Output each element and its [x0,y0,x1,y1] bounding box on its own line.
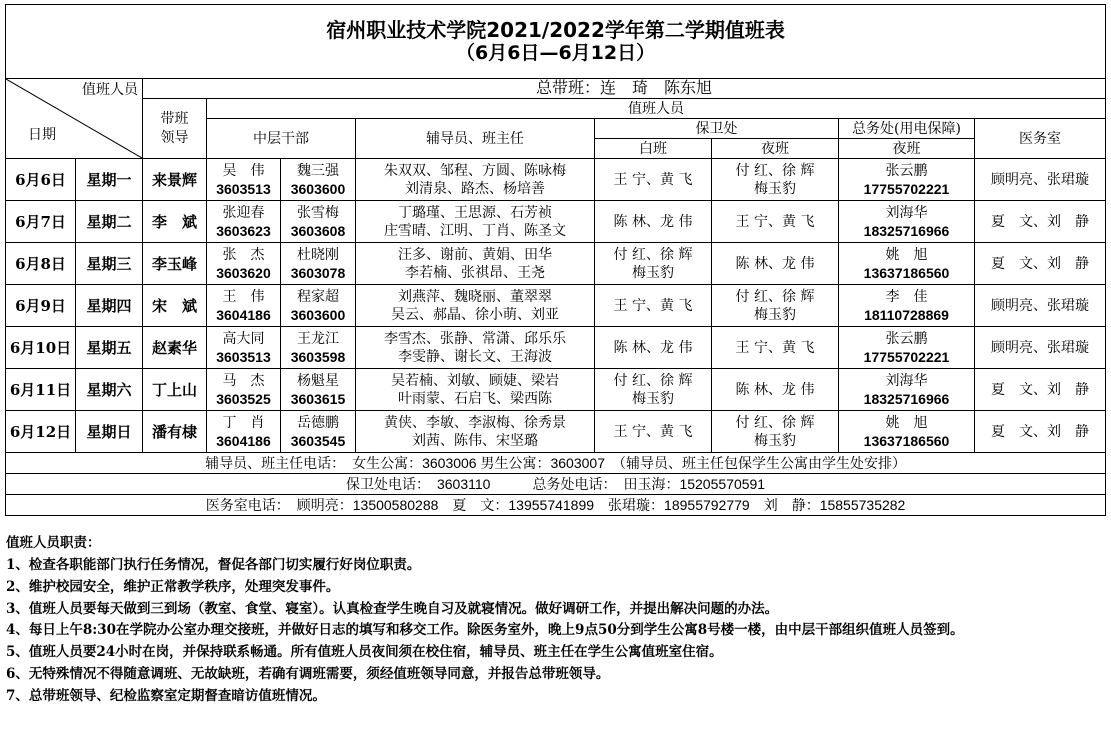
date-cell [6,243,76,285]
cadre-phone: 3603525 [216,390,271,407]
duty-item: 4、每日上午8:30在学院办公室办理交接班，并做好日志的填写和移交工作。除医务室外，晚上9点50分到学生公寓8号楼一楼，由中层干部组织值班人员签到。 [6,622,964,638]
security-day-cell [595,201,712,243]
cadre-name: 杨魁星 [297,372,339,389]
schedule-row [6,243,1106,285]
leader-name: 潘有棣 [151,422,197,441]
header-medical: 医务室 [975,119,1106,159]
medical-staff: 夏 文、刘 静 [991,423,1090,440]
counselor-cell [356,243,595,285]
night-shift-staff: 王 宁、黄 飞 [735,339,815,356]
counselor-line: 汪多、谢前、黄娟、田华 [398,246,552,263]
day-shift-staff: 王 宁、黄 飞 [613,297,693,314]
date-range: （6月6日—6月12日） [456,42,656,64]
general-affairs-cell [839,327,975,369]
counselor-line: 李雯静、谢长文、王海波 [398,348,552,365]
day-shift-staff: 梅玉豹 [632,390,674,407]
ga-staff-name: 刘海华 [885,372,928,389]
middle-cadre-2-cell [281,411,356,453]
general-affairs-cell [839,411,975,453]
leader-name: 宋 斌 [151,296,197,315]
medical-staff: 顾明亮、张珺璇 [991,297,1090,314]
leader-cell [143,411,207,453]
header-security: 保卫处 [595,119,839,139]
cadre-name: 张 杰 [222,246,265,263]
date-cell [6,285,76,327]
cadre-name: 丁 肖 [222,414,265,431]
cadre-phone: 3603615 [290,390,346,407]
ga-staff-phone: 18325716966 [863,222,950,239]
counselor-line: 吴若楠、刘敏、顾婕、梁岩 [391,372,559,389]
cadre-phone: 3603545 [290,432,346,449]
middle-cadre-1-cell [207,327,281,369]
leader-cell [143,243,207,285]
date: 6月8日 [15,254,66,273]
night-shift-staff: 梅玉豹 [754,432,796,449]
medical-staff: 夏 文、刘 静 [991,213,1090,230]
ga-staff-phone: 13637186560 [863,432,950,449]
leader-name: 李 斌 [151,212,197,231]
footer-row-3 [6,495,1106,516]
header-general-night-shift: 夜班 [839,139,975,159]
weekday: 星期一 [86,170,132,189]
counselor-line: 李若楠、张祺昂、王尧 [405,264,545,281]
leader-name: 李玉峰 [151,254,197,273]
date-cell [6,369,76,411]
duty-item: 2、维护校园安全，维护正常教学秩序，处理突发事件。 [6,579,340,595]
middle-cadre-1-cell [207,411,281,453]
middle-cadre-1-cell [207,369,281,411]
weekday: 星期二 [86,212,132,231]
cadre-name: 马 杰 [222,372,265,389]
night-shift-staff: 陈 林、龙 伟 [735,381,815,398]
security-night-cell [712,369,839,411]
general-affairs-cell [839,201,975,243]
cadre-phone: 3603598 [290,348,346,365]
counselor-line: 叶雨蒙、石启飞、梁西陈 [398,390,552,407]
header-leader [143,99,207,159]
title-row [6,5,1106,79]
footer-row-1 [6,453,1106,474]
ga-staff-phone: 17755702221 [863,348,950,365]
weekday-cell [76,327,143,369]
counselor-line: 李雪杰、张静、常潇、邱乐乐 [384,330,566,347]
leader-cell [143,159,207,201]
counselor-line: 黄侠、李敏、李淑梅、徐秀景 [384,414,566,431]
date-cell [6,411,76,453]
counselor-line: 吴云、郝晶、徐小萌、刘亚 [391,306,559,323]
security-night-cell [712,327,839,369]
middle-cadre-2-cell [281,243,356,285]
day-shift-staff: 付 红、徐 辉 [613,372,693,389]
header-duty-staff-label: 值班人员 [82,82,138,98]
counselor-cell [356,285,595,327]
date: 6月7日 [15,212,66,231]
schedule-row [6,201,1106,243]
cadre-phone: 3603608 [290,222,346,239]
date-cell [6,327,76,369]
duty-item: 1、检查各职能部门执行任务情况，督促各部门切实履行好岗位职责。 [6,557,421,573]
header-staff: 值班人员 [207,99,1106,119]
weekday: 星期五 [86,338,132,357]
middle-cadre-2-cell [281,285,356,327]
security-day-cell [595,243,712,285]
day-shift-staff: 陈 林、龙 伟 [613,339,693,356]
medical-cell [975,201,1106,243]
medical-cell [975,243,1106,285]
cadre-phone: 3603513 [216,348,271,365]
counselor-line: 庄雪晴、江明、丁肖、陈圣文 [384,222,566,239]
security-day-cell [595,327,712,369]
cadre-name: 魏三强 [297,162,339,179]
leader-name: 来景辉 [151,170,197,189]
cadre-name: 杜晓刚 [297,246,339,263]
medical-cell [975,369,1106,411]
night-shift-staff: 付 红、徐 辉 [735,414,815,431]
general-affairs-cell [839,369,975,411]
security-night-cell [712,285,839,327]
ga-staff-phone: 18325716966 [863,390,950,407]
header-row-1 [6,99,1106,119]
duty-schedule-sheet [5,4,1105,516]
counselor-cell [356,411,595,453]
cadre-name: 高大同 [222,330,265,347]
schedule-row [6,159,1106,201]
middle-cadre-2-cell [281,159,356,201]
night-shift-staff: 梅玉豹 [754,180,796,197]
security-night-cell [712,159,839,201]
cadre-name: 岳德鹏 [297,414,339,431]
counselor-line: 刘燕萍、魏晓丽、董翠翠 [398,288,552,305]
weekday-cell [76,285,143,327]
cadre-name: 王 伟 [222,288,265,305]
general-duty-row [6,79,1106,99]
leader-cell [143,285,207,327]
footer-medical-phones: 医务室电话： 顾明亮：13500580288 夏 文：13955741899 张珺璇：18955792779 刘 静：15855735282 [6,495,1106,516]
ga-staff-name: 张云鹏 [885,162,928,179]
night-shift-staff: 王 宁、黄 飞 [735,213,815,230]
schedule-row [6,285,1106,327]
date: 6月9日 [15,296,66,315]
schedule-table [5,4,1106,516]
cadre-phone: 3603623 [216,222,271,239]
counselor-line: 刘茜、陈伟、宋坚璐 [412,432,538,449]
cadre-name: 程家超 [297,288,339,305]
security-night-cell [712,243,839,285]
footer-row-2 [6,474,1106,495]
counselor-cell [356,159,595,201]
security-day-cell [595,285,712,327]
day-shift-staff: 陈 林、龙 伟 [613,213,693,230]
header-date-label: 日期 [28,127,56,143]
medical-cell [975,285,1106,327]
ga-staff-name: 张云鹏 [885,330,928,347]
ga-staff-name: 姚 旭 [885,246,928,263]
cadre-phone: 3603620 [216,264,271,281]
medical-cell [975,159,1106,201]
date-cell [6,201,76,243]
header-leader-text: 带班领导 [160,110,189,146]
duty-responsibilities [6,532,1106,707]
cadre-name: 张雪梅 [297,204,339,221]
date-cell [6,159,76,201]
date: 6月11日 [9,380,72,399]
header-day-shift: 白班 [595,139,712,159]
date: 6月10日 [9,338,72,357]
general-duty-leader: 总带班：连 琦 陈东旭 [143,79,1106,99]
middle-cadre-1-cell [207,159,281,201]
cadre-phone: 3603078 [290,264,346,281]
leader-cell [143,201,207,243]
weekday: 星期六 [86,380,132,399]
day-shift-staff: 王 宁、黄 飞 [613,171,693,188]
night-shift-staff: 陈 林、龙 伟 [735,255,815,272]
cadre-phone: 3603600 [290,180,346,197]
date: 6月12日 [9,422,72,441]
general-affairs-cell [839,159,975,201]
title-cell [6,5,1106,79]
schedule-rows [6,159,1106,453]
header-diagonal-cell [6,79,143,159]
medical-staff: 顾明亮、张珺璇 [991,171,1090,188]
counselor-line: 朱双双、邹程、方圆、陈咏梅 [384,162,566,179]
footer-security-phones: 保卫处电话： 3603110 总务处电话： 田玉海：15205570591 [6,474,1106,495]
leader-cell [143,327,207,369]
cadre-name: 吴 伟 [222,162,265,179]
duty-item: 5、值班人员要24小时在岗，并保持联系畅通。所有值班人员夜间须在校住宿，辅导员、班主任在学生公寓值班室住宿。 [6,644,723,660]
night-shift-staff: 梅玉豹 [754,306,796,323]
weekday: 星期三 [86,254,132,273]
middle-cadre-2-cell [281,369,356,411]
counselor-line: 丁璐瑾、王思源、石芳祯 [398,204,552,221]
security-day-cell [595,411,712,453]
duty-item: 7、总带班领导、纪检监察室定期督查暗访值班情况。 [6,688,326,704]
medical-staff: 夏 文、刘 静 [991,381,1090,398]
weekday-cell [76,411,143,453]
day-shift-staff: 王 宁、黄 飞 [613,423,693,440]
ga-staff-phone: 18110728869 [864,306,949,323]
leader-name: 丁上山 [151,380,197,399]
cadre-name: 张迎春 [222,204,265,221]
header-general-affairs: 总务处(用电保障) [839,119,975,139]
weekday-cell [76,201,143,243]
page-title: 宿州职业技术学院2021/2022学年第二学期值班表 [326,18,785,42]
cadre-phone: 3604186 [216,432,271,449]
middle-cadre-2-cell [281,201,356,243]
ga-staff-name: 李 佳 [885,288,928,305]
duty-item: 6、无特殊情况不得随意调班、无故缺班，若确有调班需要，须经值班领导同意，并报告总带班领导。 [6,666,610,682]
weekday-cell [76,243,143,285]
counselor-cell [356,327,595,369]
middle-cadre-1-cell [207,285,281,327]
middle-cadre-2-cell [281,327,356,369]
weekday-cell [76,159,143,201]
security-night-cell [712,201,839,243]
footer-counselor-phones: 辅导员、班主任电话： 女生公寓：3603006 男生公寓：3603007 （辅导员、班主任包保学生公寓由学生处安排） [6,453,1106,474]
header-counselor: 辅导员、班主任 [356,119,595,159]
date: 6月6日 [15,170,66,189]
general-affairs-cell [839,285,975,327]
cadre-name: 王龙江 [297,330,339,347]
counselor-cell [356,369,595,411]
middle-cadre-1-cell [207,201,281,243]
medical-cell [975,411,1106,453]
ga-staff-phone: 13637186560 [863,264,950,281]
cadre-phone: 3603513 [216,180,271,197]
security-night-cell [712,411,839,453]
weekday: 星期四 [86,296,132,315]
ga-staff-phone: 17755702221 [863,180,950,197]
day-shift-staff: 梅玉豹 [632,264,674,281]
cadre-phone: 3604186 [216,306,271,323]
ga-staff-name: 姚 旭 [885,414,928,431]
medical-staff: 夏 文、刘 静 [991,255,1090,272]
medical-staff: 顾明亮、张珺璇 [991,339,1090,356]
general-affairs-cell [839,243,975,285]
ga-staff-name: 刘海华 [885,204,928,221]
weekday: 星期日 [86,422,132,441]
leader-cell [143,369,207,411]
counselor-line: 刘清泉、路杰、杨培善 [405,180,545,197]
night-shift-staff: 付 红、徐 辉 [735,162,815,179]
medical-cell [975,327,1106,369]
day-shift-staff: 付 红、徐 辉 [613,246,693,263]
night-shift-staff: 付 红、徐 辉 [735,288,815,305]
security-day-cell [595,369,712,411]
duty-item: 3、值班人员要每天做到三到场（教室、食堂、寝室）。认真检查学生晚自习及就寝情况。做好调研工作，并提出解决问题的办法。 [6,601,779,617]
schedule-row [6,327,1106,369]
header-middle-cadre: 中层干部 [207,119,356,159]
duties-heading: 值班人员职责： [6,535,101,551]
leader-name: 赵素华 [151,338,197,357]
counselor-cell [356,201,595,243]
weekday-cell [76,369,143,411]
middle-cadre-1-cell [207,243,281,285]
header-night-shift: 夜班 [712,139,839,159]
security-day-cell [595,159,712,201]
cadre-phone: 3603600 [290,306,346,323]
schedule-row [6,411,1106,453]
schedule-row [6,369,1106,411]
